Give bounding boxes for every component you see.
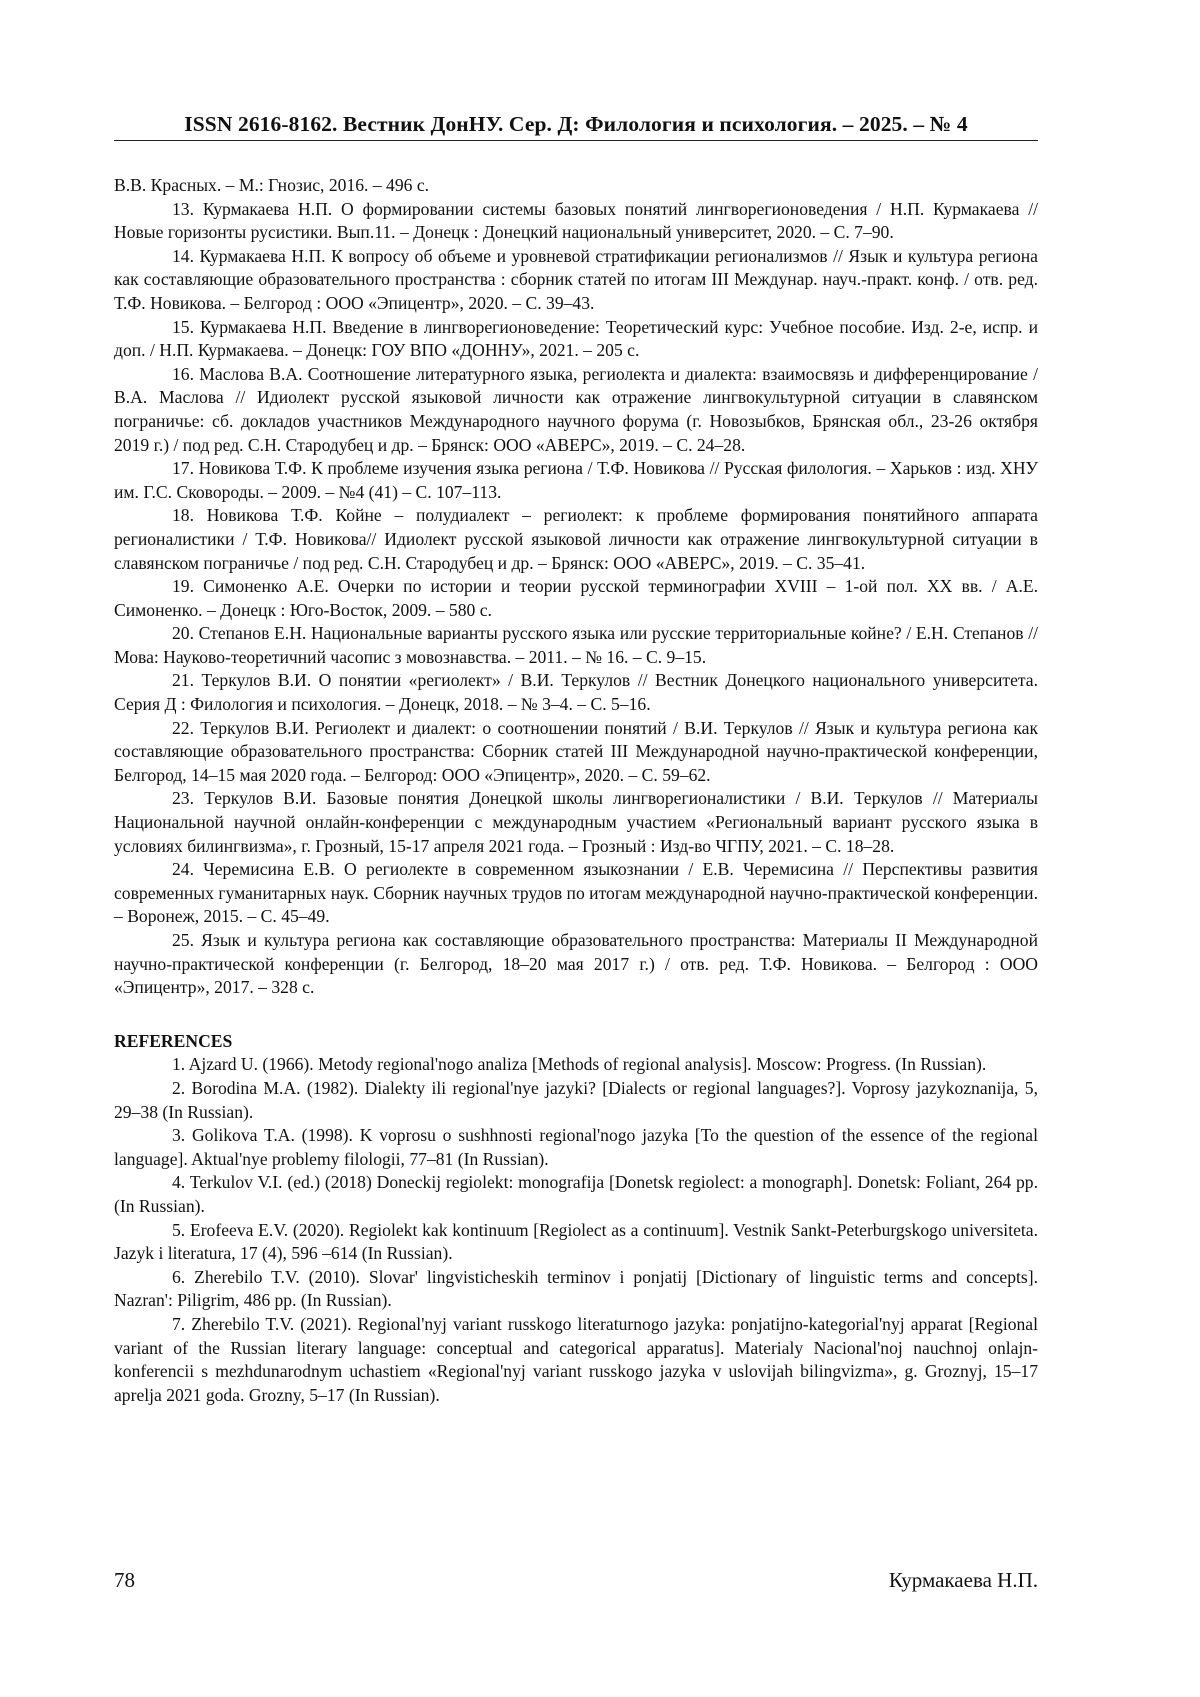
- reference-item-1: 1. Ajzard U. (1966). Metody regional'nogo analiza [Methods of regional analysis]. Moscow: Progress. (In Russian).: [172, 1054, 987, 1075]
- source-entry-20: 20. Степанов Е.Н. Национальные варианты русского языка или русские территориальные койне? / Е.Н. Степанов // Мова: Науково-теоретичний часопис з мовознавства. – 2011. – № 16. – С. 9–15.: [114, 623, 1038, 667]
- page-number: 78: [114, 1568, 135, 1592]
- source-entry-15: 15. Курмакаева Н.П. Введение в лингворегионоведение: Теоретический курс: Учебное пособие. Изд. 2-е, испр. и доп. / Н.П. Курмакаева. – Донецк: ГОУ ВПО «ДОННУ», 2021. – 205 с.: [114, 316, 1038, 361]
- source-entry-16: 16. Маслова В.А. Соотношение литературного языка, региолекта и диалекта: взаимосвязь и дифференцирование / В.А. Маслова // Идиолект русской языковой личности как отражение лингвокультурной ситуации в славянском пограничье: сб. докладов участников Международного научного форума (г. Новозыбков, Брянская обл., 23-26 октября 2019 г.) / под ред. С.Н. Стародубец и др. – Брянск: ООО «АВЕРС», 2019. – С. 24–28.: [114, 363, 1038, 455]
- source-entry-21: 21. Теркулов В.И. О понятии «региолект» / В.И. Теркулов // Вестник Донецкого национального университета. Серия Д : Филология и психология. – Донецк, 2018. – № 3–4. – С. 5–16.: [114, 670, 1038, 715]
- reference-item-6: 6. Zherebilo T.V. (2010). Slovar' lingvisticheskih terminov i ponjatij [Dictionary of linguistic terms and concepts]. Nazran': Piligrim, 486 pp. (In Russian).: [114, 1266, 1038, 1311]
- reference-item-4: 4. Terkulov V.I. (ed.) (2018) Doneckij regiolekt: monografija [Donetsk regiolect: a monograph]. Donetsk: Foliant, 264 pp. (In Russian).: [114, 1172, 1038, 1216]
- source-entry-24: 24. Черемисина Е.В. О региолекте в современном языкознании / Е.В. Черемисина // Перспективы развития современных гуманитарных наук. Сборник научных трудов по итогам международной научно-практической конференции. – Воронеж, 2015. – С. 45–49.: [114, 859, 1038, 927]
- source-entry-13: 13. Курмакаева Н.П. О формировании системы базовых понятий лингворегионоведения / Н.П. Курмакаева // Новые горизонты русистики. Вып.11. – Донецк : Донецкий национальный университет, 2020. – С. 7–90.: [114, 198, 1038, 243]
- source-entry-19: 19. Симоненко А.Е. Очерки по истории и теории русской терминографии XVIII – 1-ой пол. XX вв. / А.Е. Симоненко. – Донецк : Юго-Восток, 2009. – 580 с.: [114, 576, 1038, 620]
- source-entry-23: 23. Теркулов В.И. Базовые понятия Донецкой школы лингворегионалистики / В.И. Теркулов // Материалы Национальной научной онлайн-конференции с международным участием «Региональный вариант русского языка в условиях билингвизма», г. Грозный, 15-17 апреля 2021 года. – Грозный : Изд-во ЧГПУ, 2021. – С. 18–28.: [114, 788, 1038, 856]
- references-heading: REFERENCES: [114, 1030, 233, 1051]
- section-gap: [114, 1000, 1038, 1030]
- reference-item-3: 3. Golikova T.A. (1998). K voprosu o sushhnosti regional'nogo jazyka [To the question of the essence of the regional language]. Aktual'nye problemy filologii, 77–81 (In Russian).: [114, 1125, 1038, 1169]
- footer-author: Курмакаева Н.П.: [888, 1568, 1038, 1592]
- journal-header: ISSN 2616-8162. Вестник ДонНУ. Сер. Д: Филология и психология. – 2025. – № 4: [114, 110, 1038, 141]
- reference-item-2: 2. Borodina M.A. (1982). Dialekty ili regional'nye jazyki? [Dialects or regional languages?]. Voprosy jazykoznanija, 5, 29–38 (In Russian).: [114, 1077, 1038, 1122]
- reference-item-7: 7. Zherebilo T.V. (2021). Regional'nyj variant russkogo literaturnogo jazyka: ponjatijno-kategorial'nyj apparat [Regional variant of the Russian literary language: conceptual and categorical apparatus]. Materialy Nacional'noj nauchnoj onlajn-konferencii s mezhdunarodnym uchastiem «Regional'nyj variant russkogo jazyka v uslovijah bilingvizma», g. Groznyj, 15–17 aprelja 2021 goda. Grozny, 5–17 (In Russian).: [114, 1313, 1038, 1405]
- page-body: [114, 174, 1038, 1407]
- source-entry-17: 17. Новикова Т.Ф. К проблеме изучения языка региона / Т.Ф. Новикова // Русская филология. – Харьков : изд. ХНУ им. Г.С. Сковороды. – 2009. – №4 (41) – С. 107–113.: [114, 458, 1038, 502]
- source-entry-12-continuation: В.В. Красных. – М.: Гнозис, 2016. – 496 с.: [114, 175, 430, 195]
- source-entry-22: 22. Теркулов В.И. Региолект и диалект: о соотношении понятий / В.И. Теркулов // Язык и культура региона как составляющие образовательного пространства: Сборник статей III Международной научно-практической конференции, Белгород, 14–15 мая 2020 года. – Белгород: ООО «Эпицентр», 2020. – С. 59–62.: [114, 717, 1038, 785]
- source-entry-14: 14. Курмакаева Н.П. К вопросу об объеме и уровневой стратификации регионализмов // Язык и культура региона как составляющие образовательного пространства : сборник статей по итогам III Междунар. науч.-практ. конф. / отв. ред. Т.Ф. Новикова. – Белгород : ООО «Эпицентр», 2020. – С. 39–43.: [114, 245, 1038, 313]
- source-entry-25: 25. Язык и культура региона как составляющие образовательного пространства: Материалы II Международной научно-практической конференции (г. Белгород, 18–20 мая 2017 г.) / отв. ред. Т.Ф. Новикова. – Белгород : ООО «Эпицентр», 2017. – 328 с.: [114, 930, 1038, 998]
- reference-item-5: 5. Erofeeva E.V. (2020). Regiolekt kak kontinuum [Regiolect as a continuum]. Vestnik Sankt-Peterburgskogo universiteta. Jazyk i literatura, 17 (4), 596 –614 (In Russian).: [114, 1219, 1038, 1264]
- source-entry-18: 18. Новикова Т.Ф. Койне – полудиалект – региолект: к проблеме формирования понятийного аппарата регионалистики / Т.Ф. Новикова// Идиолект русской языковой личности как отражение лингвокультурной ситуации в славянском пограничье / под ред. С.Н. Стародубец и др. – Брянск: ООО «АВЕРС», 2019. – С. 35–41.: [114, 505, 1038, 573]
